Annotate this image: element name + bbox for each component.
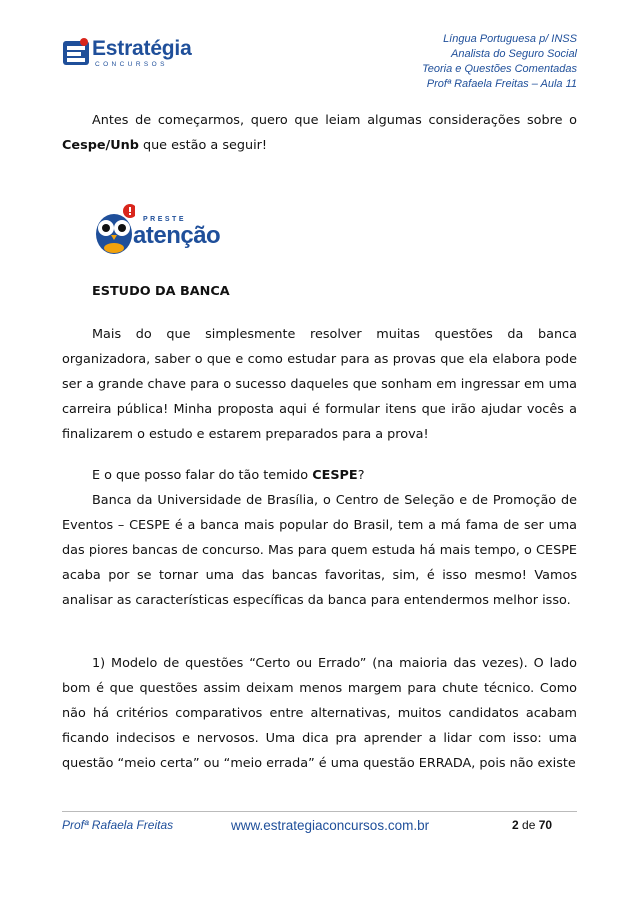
intro-paragraph (62, 108, 577, 158)
paragraph-estudo: Mais do que simplesmente resolver muitas questões da banca organizadora, saber o que e como estudar para as provas que ela elabora pode ser a grande chave para o sucesso daqueles que sonham em ingressar em uma carreira pública! Minha proposta aqui é formular itens que irão ajudar vocês a finalizarem o estudo e estarem preparados para a prova! (62, 327, 577, 442)
owl-attention-icon (93, 204, 135, 256)
estrategia-logo (62, 36, 192, 72)
page-of: de (522, 818, 536, 832)
header-line-lesson: Profª Rafaela Freitas – Aula 11 (426, 78, 577, 90)
paragraph-cespe: Banca da Universidade de Brasília, o Centro de Seleção e de Promoção de Eventos – CESPE é a banca mais popular do Brasil, tem a má fama de ser uma das piores bancas de concurso. Mas para quem estuda há mais tempo, o CESPE acaba por se tornar uma das bancas favoritas, sim, é isso mesmo! Vamos analisar as características específicas da banca para entendermos melhor isso. (62, 493, 577, 608)
page-current: 2 (512, 818, 519, 832)
footer-divider (62, 811, 577, 812)
estrategia-emblem-icon (62, 38, 90, 68)
intro-text: Antes de começarmos, quero que leiam algumas considerações sobre o (92, 113, 577, 128)
question-bold-cespe: CESPE (312, 468, 358, 483)
footer-page-number (512, 818, 552, 832)
question-text: E o que posso falar do tão temido (92, 468, 313, 483)
attention-big-label: atenção (133, 222, 221, 249)
footer-author: Profª Rafaela Freitas (62, 818, 174, 832)
paragraph-modelo: 1) Modelo de questões “Certo ou Errado” (na maioria das vezes). O lado bom é que questões assim deixam menos margem para chute técnico. Como não há critérios comparativos entre alternativas, muitos candidatos acabam ficando indecisos e nervosos. Uma dica pra aprender a lidar com isso: uma questão “meio certa” ou “meio errada” é uma questão ERRADA, pois não existe (62, 656, 577, 771)
intro-bold-cespe: Cespe/Unb (62, 138, 139, 153)
page-total: 70 (538, 818, 553, 832)
header-line-type: Teoria e Questões Comentadas (422, 63, 577, 75)
intro-text-end: que estão a seguir! (138, 138, 268, 153)
attention-small-label: PRESTE (143, 216, 187, 223)
question-mark: ? (357, 468, 365, 483)
paragraph-question (62, 463, 577, 488)
section-title: ESTUDO DA BANCA (92, 284, 230, 299)
header-course-info (422, 32, 577, 92)
header-line-role: Analista do Seguro Social (451, 48, 577, 60)
header-line-course: Língua Portuguesa p/ INSS (443, 33, 577, 45)
footer-url[interactable]: www.estrategiaconcursos.com.br (231, 818, 430, 833)
logo-subtitle: CONCURSOS (95, 61, 168, 68)
attention-image (93, 198, 223, 258)
logo-name: Estratégia (92, 37, 192, 60)
